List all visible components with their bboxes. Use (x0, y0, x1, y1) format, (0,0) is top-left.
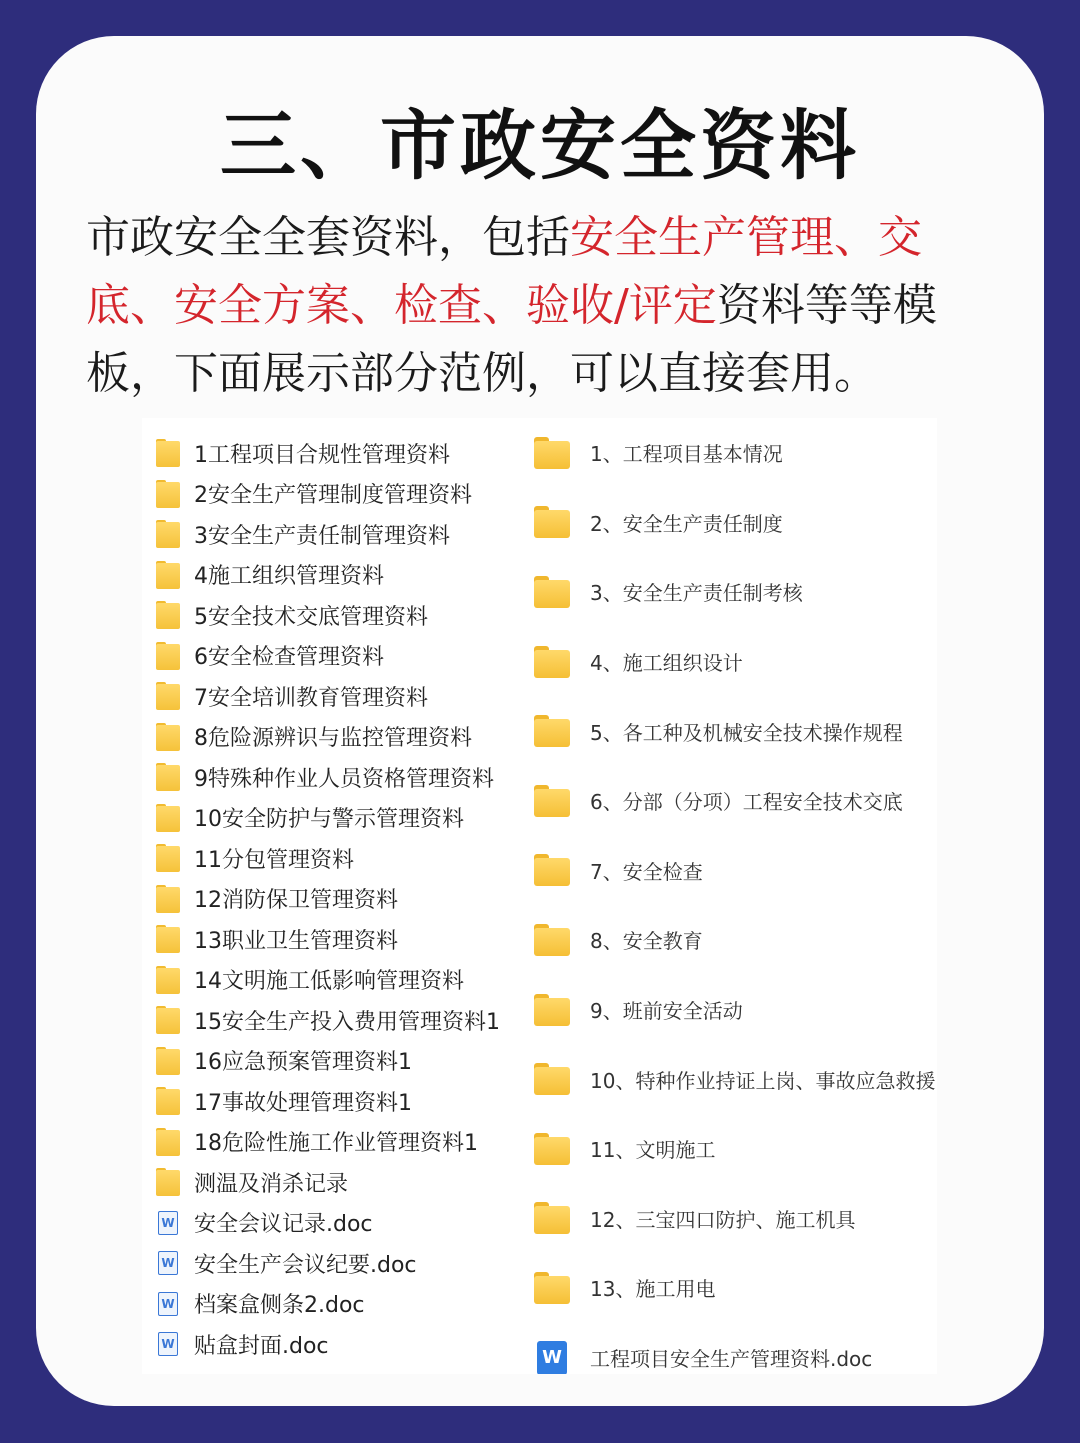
folder-icon (534, 924, 570, 956)
folder-item[interactable] (534, 1044, 937, 1114)
folder-item[interactable] (156, 474, 532, 515)
folder-item[interactable] (156, 838, 532, 879)
item-label: 7、安全检查 (590, 859, 703, 884)
item-label: 12消防保卫管理资料 (194, 888, 398, 914)
folder-icon (534, 1272, 570, 1304)
folder-item[interactable] (156, 717, 532, 758)
folder-item[interactable] (156, 757, 532, 798)
left-file-list (156, 433, 532, 1365)
item-label: 5、各工种及机械安全技术操作规程 (590, 720, 903, 745)
item-label: 7安全培训教育管理资料 (194, 685, 428, 711)
folder-item[interactable] (534, 1114, 937, 1184)
item-label: 工程项目安全生产管理资料.doc (590, 1347, 873, 1372)
folder-icon (534, 437, 570, 469)
intro-text-part-1: 市政安全全套资料，包括 (86, 212, 570, 263)
folder-item[interactable] (156, 1122, 532, 1163)
folder-item[interactable] (156, 433, 532, 474)
folder-icon (156, 885, 180, 913)
folder-item[interactable] (156, 919, 532, 960)
word-doc-icon: W (537, 1341, 567, 1374)
item-label: 测温及消杀记录 (194, 1171, 349, 1197)
folder-icon (534, 785, 570, 817)
folder-icon (534, 715, 570, 747)
folder-item[interactable] (156, 1041, 532, 1082)
item-label: 9特殊种作业人员资格管理资料 (194, 766, 494, 792)
file-item[interactable] (156, 1203, 532, 1244)
folder-item[interactable] (534, 1184, 937, 1254)
file-item[interactable] (156, 1243, 532, 1284)
folder-item[interactable] (534, 1253, 937, 1323)
folder-item[interactable] (534, 627, 937, 697)
folder-icon (156, 1168, 180, 1196)
word-doc-icon: W (158, 1211, 178, 1235)
folder-icon (156, 966, 180, 994)
item-label: 安全生产会议纪要.doc (194, 1252, 417, 1278)
folder-icon (156, 1087, 180, 1115)
file-explorer-screenshot (142, 418, 937, 1374)
word-doc-icon: W (158, 1332, 178, 1356)
item-label: 2安全生产管理制度管理资料 (194, 483, 472, 509)
folder-item[interactable] (156, 879, 532, 920)
file-item[interactable] (156, 1284, 532, 1325)
item-label: 15安全生产投入费用管理资料1 (194, 1009, 500, 1035)
folder-item[interactable] (534, 905, 937, 975)
item-label: 10、特种作业持证上岗、事故应急救援 (590, 1068, 936, 1093)
right-file-list (534, 418, 937, 1374)
folder-item[interactable] (534, 836, 937, 906)
folder-icon (156, 520, 180, 548)
folder-item[interactable] (534, 766, 937, 836)
item-label: 4施工组织管理资料 (194, 564, 384, 590)
item-label: 14文明施工低影响管理资料 (194, 969, 464, 995)
item-label: 16应急预案管理资料1 (194, 1050, 412, 1076)
item-label: 8、安全教育 (590, 929, 703, 954)
folder-icon (156, 480, 180, 508)
folder-item[interactable] (156, 636, 532, 677)
folder-icon (534, 1133, 570, 1165)
intro-text-part-2: 资料等等模板，下面展示部分范例，可以直接套用。 (86, 280, 937, 399)
intro-text (86, 204, 986, 408)
folder-icon (156, 1006, 180, 1034)
item-label: 3安全生产责任制管理资料 (194, 523, 450, 549)
folder-icon (534, 1063, 570, 1095)
page-title: 三、市政安全资料 (220, 101, 860, 190)
folder-icon (156, 601, 180, 629)
intro-highlight: 安全生产管理、交底、安全方案、检查、验收/评定 (86, 212, 922, 331)
folder-item[interactable] (534, 488, 937, 558)
folder-item[interactable] (156, 1162, 532, 1203)
item-label: 13职业卫生管理资料 (194, 928, 398, 954)
item-label: 6安全检查管理资料 (194, 645, 384, 671)
folder-icon (534, 576, 570, 608)
folder-icon (156, 844, 180, 872)
item-label: 3、安全生产责任制考核 (590, 581, 803, 606)
item-label: 1工程项目合规性管理资料 (194, 442, 450, 468)
folder-icon (534, 854, 570, 886)
item-label: 17事故处理管理资料1 (194, 1090, 412, 1116)
item-label: 12、三宝四口防护、施工机具 (590, 1207, 856, 1232)
folder-icon (534, 646, 570, 678)
folder-item[interactable] (534, 975, 937, 1045)
folder-icon (534, 506, 570, 538)
item-label: 1、工程项目基本情况 (590, 442, 783, 467)
folder-item[interactable] (156, 595, 532, 636)
item-label: 5安全技术交底管理资料 (194, 604, 428, 630)
folder-icon (156, 804, 180, 832)
item-label: 18危险性施工作业管理资料1 (194, 1131, 478, 1157)
folder-icon (156, 925, 180, 953)
item-label: 6、分部（分项）工程安全技术交底 (590, 790, 903, 815)
item-label: 11、文明施工 (590, 1138, 716, 1163)
folder-item[interactable] (156, 676, 532, 717)
folder-item[interactable] (156, 514, 532, 555)
folder-icon (156, 1128, 180, 1156)
item-label: 2、安全生产责任制度 (590, 511, 783, 536)
folder-icon (156, 763, 180, 791)
item-label: 档案盒侧条2.doc (194, 1293, 365, 1319)
item-label: 13、施工用电 (590, 1277, 716, 1302)
file-item[interactable] (156, 1324, 532, 1365)
item-label: 11分包管理资料 (194, 847, 354, 873)
folder-icon (156, 561, 180, 589)
item-label: 9、班前安全活动 (590, 999, 743, 1024)
folder-item[interactable] (156, 960, 532, 1001)
folder-item[interactable] (534, 418, 937, 488)
item-label: 10安全防护与警示管理资料 (194, 807, 464, 833)
item-label: 安全会议记录.doc (194, 1212, 373, 1238)
item-label: 贴盒封面.doc (194, 1333, 329, 1359)
folder-item[interactable] (156, 798, 532, 839)
file-item[interactable] (534, 1323, 937, 1374)
folder-item[interactable] (156, 1081, 532, 1122)
word-doc-icon: W (158, 1292, 178, 1316)
folder-icon (156, 682, 180, 710)
folder-icon (156, 642, 180, 670)
folder-icon (534, 994, 570, 1026)
folder-icon (156, 723, 180, 751)
item-label: 4、施工组织设计 (590, 651, 743, 676)
folder-item[interactable] (156, 1000, 532, 1041)
folder-icon (156, 1047, 180, 1075)
folder-icon (534, 1202, 570, 1234)
folder-icon (156, 439, 180, 467)
word-doc-icon: W (158, 1251, 178, 1275)
item-label: 8危险源辨识与监控管理资料 (194, 726, 472, 752)
folder-item[interactable] (156, 555, 532, 596)
folder-item[interactable] (534, 557, 937, 627)
folder-item[interactable] (534, 696, 937, 766)
